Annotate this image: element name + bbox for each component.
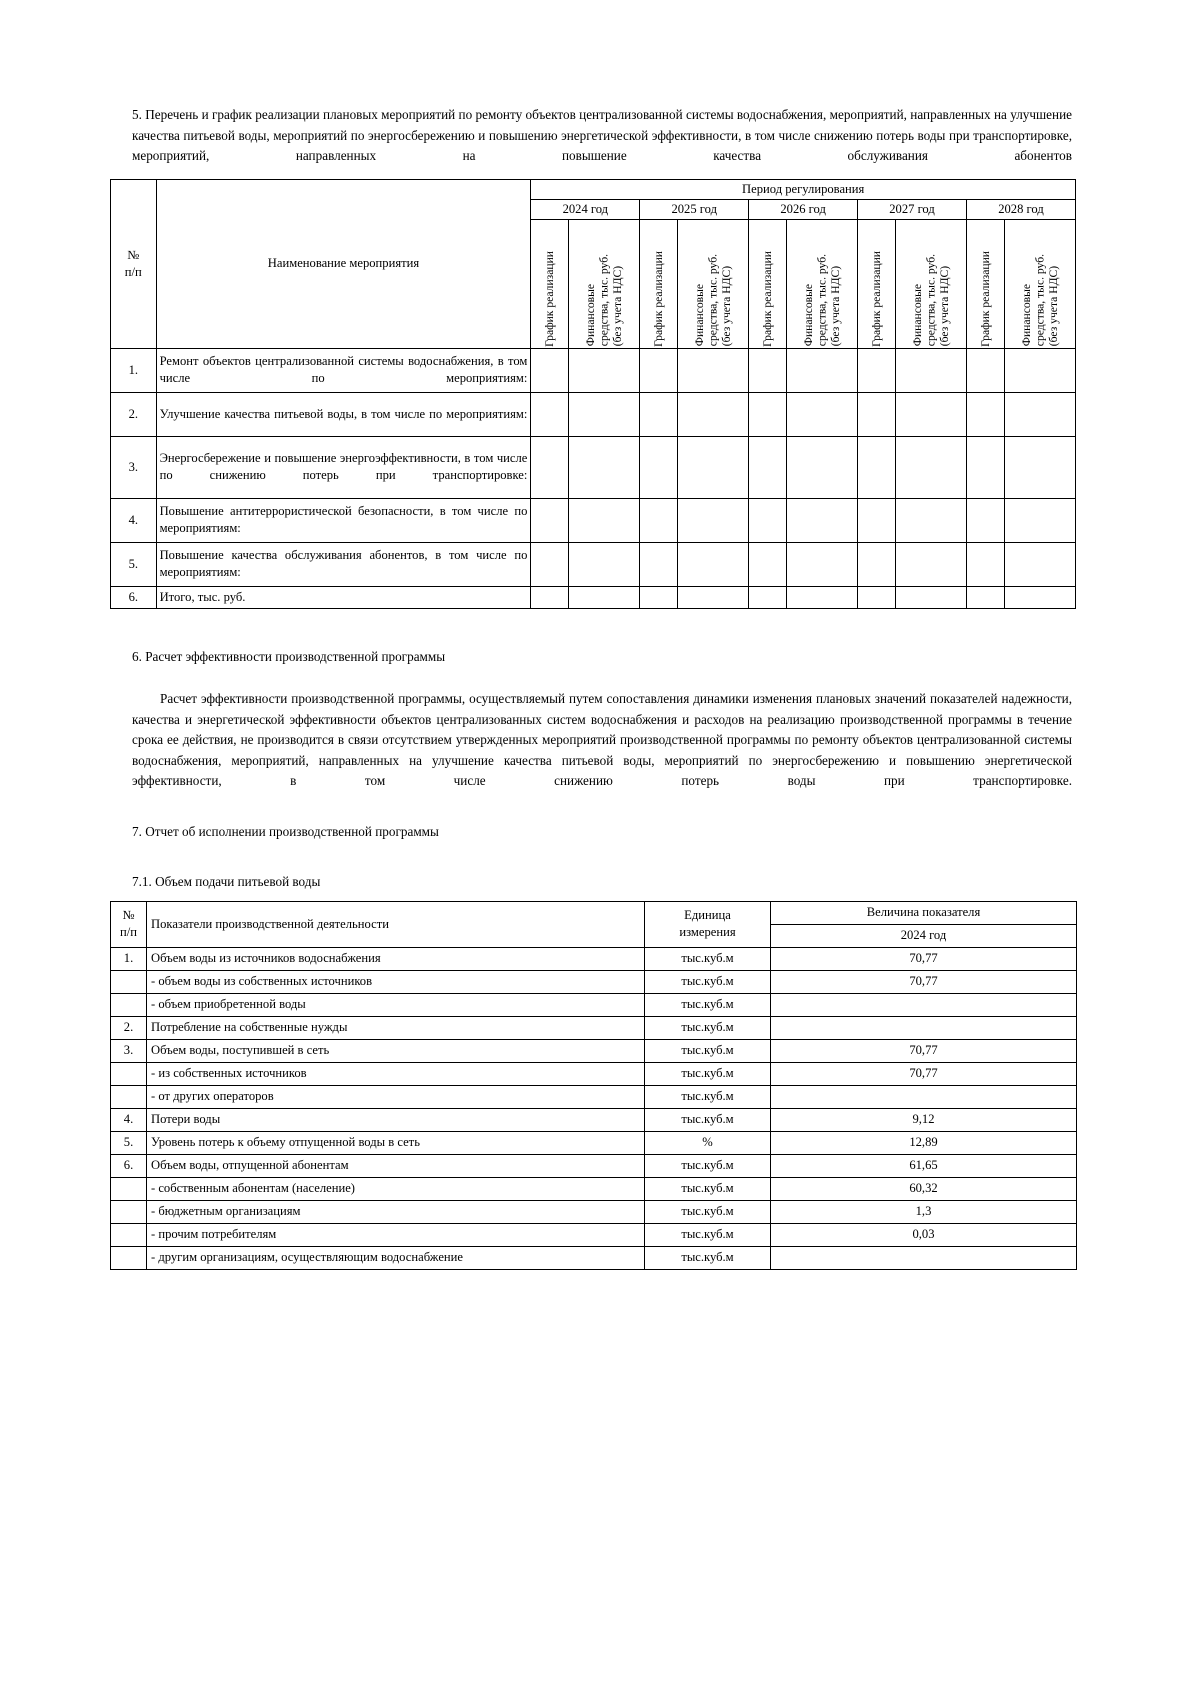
table-row (111, 498, 1076, 542)
header-year-2025: 2025 год (640, 199, 749, 219)
table-row (111, 1062, 1077, 1085)
section7-subheading: 7.1. Объем подачи питьевой воды (132, 874, 321, 889)
cell-schedule-2027[interactable] (858, 586, 896, 608)
table-row (111, 542, 1076, 586)
table-row (111, 1177, 1077, 1200)
cell-finance-2025[interactable] (678, 392, 749, 436)
header-unit-line2: измерения (679, 925, 736, 939)
row-number: 2. (111, 392, 157, 436)
row-number (111, 1085, 147, 1108)
cell-finance-2028[interactable] (1004, 392, 1075, 436)
row-value[interactable]: 9,12 (771, 1108, 1077, 1131)
cell-finance-2025[interactable] (678, 348, 749, 392)
row-number: 5. (111, 1131, 147, 1154)
table-row (111, 1039, 1077, 1062)
vert-label: График реализации (978, 250, 992, 347)
row-unit: тыс.куб.м (645, 1246, 771, 1269)
header-finance-2028 (1004, 219, 1075, 348)
vert-label-line2: средства, тыс. руб. (924, 254, 938, 347)
header-schedule-2024 (531, 219, 569, 348)
cell-schedule-2026[interactable] (749, 392, 787, 436)
cell-finance-2028[interactable] (1004, 498, 1075, 542)
header-year-2027: 2027 год (858, 199, 967, 219)
row-unit: тыс.куб.м (645, 1108, 771, 1131)
cell-finance-2025[interactable] (678, 498, 749, 542)
cell-schedule-2027[interactable] (858, 542, 896, 586)
row-value[interactable]: 60,32 (771, 1177, 1077, 1200)
row-indicator: - объем приобретенной воды (147, 993, 645, 1016)
row-indicator: - от других операторов (147, 1085, 645, 1108)
vert-label-line1: Финансовые (1019, 284, 1033, 347)
vert-label-line1: Финансовые (910, 284, 924, 347)
cell-schedule-2025[interactable] (640, 586, 678, 608)
table-row (111, 436, 1076, 498)
cell-schedule-2024[interactable] (531, 392, 569, 436)
cell-finance-2026[interactable] (787, 348, 858, 392)
section5-heading: 5. Перечень и график реализации плановых мероприятий по ремонту объектов централизованной системы водоснабжения, мероприятий, направленных на улучшение качества питьевой воды, мероприятий по энергосбережению и повышению энергетической эффективности, в том числе снижению потерь воды при транспортировке, мероприятий, направленных на повышение качества обслуживания абонентов (132, 107, 1072, 163)
vert-label-line1: Финансовые (584, 284, 598, 347)
row-number (111, 1200, 147, 1223)
cell-finance-2026[interactable] (787, 392, 858, 436)
row-value[interactable]: 70,77 (771, 970, 1077, 993)
row-value[interactable] (771, 1085, 1077, 1108)
row-measure-name: Итого, тыс. руб. (156, 586, 531, 608)
cell-schedule-2025[interactable] (640, 348, 678, 392)
row-indicator: - объем воды из собственных источников (147, 970, 645, 993)
table-row (111, 1154, 1077, 1177)
header-no-line2: п/п (124, 264, 142, 279)
cell-finance-2025[interactable] (678, 586, 749, 608)
cell-finance-2026[interactable] (787, 542, 858, 586)
header-no-line1: № (127, 247, 140, 262)
table-row (111, 1085, 1077, 1108)
cell-schedule-2026[interactable] (749, 586, 787, 608)
cell-schedule-2024[interactable] (531, 542, 569, 586)
row-indicator: Потери воды (147, 1108, 645, 1131)
row-unit: % (645, 1131, 771, 1154)
table-row (111, 1016, 1077, 1039)
cell-finance-2027[interactable] (896, 348, 967, 392)
row-value[interactable]: 70,77 (771, 1062, 1077, 1085)
row-number: 3. (111, 1039, 147, 1062)
cell-finance-2028[interactable] (1004, 348, 1075, 392)
row-indicator: - бюджетным организациям (147, 1200, 645, 1223)
cell-finance-2024[interactable] (569, 392, 640, 436)
table-row (111, 392, 1076, 436)
water-supply-volume-table (110, 901, 1077, 1270)
cell-schedule-2024[interactable] (531, 348, 569, 392)
row-unit: тыс.куб.м (645, 1200, 771, 1223)
row-value[interactable]: 0,03 (771, 1223, 1077, 1246)
header-schedule-2025 (640, 219, 678, 348)
row-unit: тыс.куб.м (645, 993, 771, 1016)
row-unit: тыс.куб.м (645, 947, 771, 970)
header-regulation-period: Период регулирования (531, 179, 1076, 199)
section6-heading: 6. Расчет эффективности производственной программы (132, 648, 446, 664)
table-header-row-1 (111, 179, 1076, 199)
row-measure-name: Ремонт объектов централизованной системы водоснабжения, в том числе по мероприятиям: (156, 348, 531, 392)
cell-schedule-2028[interactable] (966, 498, 1004, 542)
row-number (111, 1177, 147, 1200)
cell-schedule-2024[interactable] (531, 436, 569, 498)
header-measure-name: Наименование мероприятия (156, 179, 531, 348)
row-value[interactable] (771, 1016, 1077, 1039)
cell-schedule-2026[interactable] (749, 348, 787, 392)
cell-finance-2024[interactable] (569, 586, 640, 608)
row-unit: тыс.куб.м (645, 1177, 771, 1200)
vert-label: График реализации (543, 250, 557, 347)
header-schedule-2026 (749, 219, 787, 348)
cell-finance-2027[interactable] (896, 436, 967, 498)
row-number: 6. (111, 586, 157, 608)
cell-schedule-2026[interactable] (749, 542, 787, 586)
cell-finance-2028[interactable] (1004, 436, 1075, 498)
row-number: 5. (111, 542, 157, 586)
table-row-total (111, 586, 1076, 608)
header-finance-2027 (896, 219, 967, 348)
cell-schedule-2024[interactable] (531, 498, 569, 542)
row-indicator: Объем воды, поступившей в сеть (147, 1039, 645, 1062)
row-number: 4. (111, 1108, 147, 1131)
cell-finance-2024[interactable] (569, 542, 640, 586)
cell-finance-2027[interactable] (896, 392, 967, 436)
cell-schedule-2028[interactable] (966, 392, 1004, 436)
row-indicator: - прочим потребителям (147, 1223, 645, 1246)
vert-label: График реализации (869, 250, 883, 347)
row-measure-name: Повышение антитеррористической безопасности, в том числе по мероприятиям: (156, 498, 531, 542)
row-value[interactable]: 70,77 (771, 1039, 1077, 1062)
row-number: 6. (111, 1154, 147, 1177)
row-number (111, 970, 147, 993)
vert-label-line3: (без учета НДС) (1046, 266, 1060, 347)
header-finance-2025 (678, 219, 749, 348)
row-value[interactable] (771, 993, 1077, 1016)
header-indicator: Показатели производственной деятельности (147, 901, 645, 947)
section7-heading: 7. Отчет об исполнении производственной программы (132, 823, 439, 839)
row-unit: тыс.куб.м (645, 1062, 771, 1085)
row-indicator: Объем воды из источников водоснабжения (147, 947, 645, 970)
cell-schedule-2027[interactable] (858, 436, 896, 498)
header-row-number (111, 179, 157, 348)
header-unit (645, 901, 771, 947)
header-schedule-2027 (858, 219, 896, 348)
row-unit: тыс.куб.м (645, 1039, 771, 1062)
row-indicator: Потребление на собственные нужды (147, 1016, 645, 1039)
cell-finance-2026[interactable] (787, 498, 858, 542)
cell-finance-2025[interactable] (678, 436, 749, 498)
row-number (111, 1062, 147, 1085)
table-row (111, 1246, 1077, 1269)
header-no-line1: № (122, 908, 135, 922)
row-measure-name: Повышение качества обслуживания абонентов, в том числе по мероприятиям: (156, 542, 531, 586)
cell-schedule-2025[interactable] (640, 392, 678, 436)
cell-schedule-2027[interactable] (858, 392, 896, 436)
row-indicator: - из собственных источников (147, 1062, 645, 1085)
cell-schedule-2028[interactable] (966, 586, 1004, 608)
table-row (111, 1108, 1077, 1131)
vert-label-line1: Финансовые (692, 284, 706, 347)
cell-finance-2028[interactable] (1004, 586, 1075, 608)
row-unit: тыс.куб.м (645, 1223, 771, 1246)
cell-finance-2024[interactable] (569, 498, 640, 542)
vert-label-line2: средства, тыс. руб. (597, 254, 611, 347)
table-header-row-1 (111, 901, 1077, 924)
row-value[interactable]: 61,65 (771, 1154, 1077, 1177)
cell-finance-2027[interactable] (896, 498, 967, 542)
table-row (111, 947, 1077, 970)
row-number: 1. (111, 348, 157, 392)
row-indicator: Объем воды, отпущенной абонентам (147, 1154, 645, 1177)
header-value: Величина показателя (771, 901, 1077, 924)
header-no-line2: п/п (120, 925, 137, 939)
document-content (110, 105, 1090, 1270)
row-number: 3. (111, 436, 157, 498)
vert-label-line2: средства, тыс. руб. (1033, 254, 1047, 347)
row-number (111, 1246, 147, 1269)
vert-label-line1: Финансовые (801, 284, 815, 347)
header-unit-line1: Единица (684, 908, 731, 922)
cell-finance-2028[interactable] (1004, 542, 1075, 586)
table-row (111, 970, 1077, 993)
row-unit: тыс.куб.м (645, 1016, 771, 1039)
header-schedule-2028 (966, 219, 1004, 348)
header-year-2026: 2026 год (749, 199, 858, 219)
row-indicator: Уровень потерь к объему отпущенной воды в сеть (147, 1131, 645, 1154)
planned-measures-table (110, 179, 1076, 609)
row-indicator: - другим организациям, осуществляющим водоснабжение (147, 1246, 645, 1269)
cell-schedule-2026[interactable] (749, 436, 787, 498)
cell-schedule-2026[interactable] (749, 498, 787, 542)
cell-finance-2024[interactable] (569, 348, 640, 392)
cell-schedule-2027[interactable] (858, 498, 896, 542)
vert-label: График реализации (760, 250, 774, 347)
row-unit: тыс.куб.м (645, 970, 771, 993)
header-value-year: 2024 год (771, 924, 1077, 947)
header-row-number (111, 901, 147, 947)
vert-label-line3: (без учета НДС) (828, 266, 842, 347)
row-number (111, 1223, 147, 1246)
cell-finance-2027[interactable] (896, 542, 967, 586)
cell-schedule-2025[interactable] (640, 436, 678, 498)
table-row (111, 348, 1076, 392)
row-unit: тыс.куб.м (645, 1154, 771, 1177)
table-row (111, 1131, 1077, 1154)
row-indicator: - собственным абонентам (население) (147, 1177, 645, 1200)
vert-label-line3: (без учета НДС) (719, 266, 733, 347)
cell-schedule-2028[interactable] (966, 542, 1004, 586)
table-row (111, 1223, 1077, 1246)
vert-label-line3: (без учета НДС) (937, 266, 951, 347)
row-value[interactable] (771, 1246, 1077, 1269)
row-value[interactable]: 12,89 (771, 1131, 1077, 1154)
row-number: 1. (111, 947, 147, 970)
header-year-2024: 2024 год (531, 199, 640, 219)
cell-schedule-2028[interactable] (966, 348, 1004, 392)
row-measure-name: Энергосбережение и повышение энергоэффективности, в том числе по снижению потерь при транспортировке: (156, 436, 531, 498)
row-measure-name: Улучшение качества питьевой воды, в том числе по мероприятиям: (156, 392, 531, 436)
row-unit: тыс.куб.м (645, 1085, 771, 1108)
row-value[interactable]: 70,77 (771, 947, 1077, 970)
cell-finance-2025[interactable] (678, 542, 749, 586)
cell-schedule-2028[interactable] (966, 436, 1004, 498)
cell-schedule-2024[interactable] (531, 586, 569, 608)
table-row (111, 993, 1077, 1016)
cell-finance-2026[interactable] (787, 436, 858, 498)
section6-body: Расчет эффективности производственной программы, осуществляемый путем сопоставления динамики изменения плановых значений показателей надежности, качества и энергетической эффективности объектов централизованных систем водоснабжения и расходов на реализацию производственной программы в течение срока ее действия, не производится в связи отсутствием утвержденных мероприятий производственной программы по ремонту объектов централизованной системы водоснабжения, мероприятий, направленных на улучшение качества питьевой воды, мероприятий по энергосбережению и повышению энергетической эффективности, в том числе снижению потерь воды при транспортировке. (132, 691, 1072, 788)
cell-finance-2027[interactable] (896, 586, 967, 608)
cell-finance-2024[interactable] (569, 436, 640, 498)
row-number: 2. (111, 1016, 147, 1039)
table-row (111, 1200, 1077, 1223)
vert-label-line2: средства, тыс. руб. (815, 254, 829, 347)
header-finance-2024 (569, 219, 640, 348)
cell-finance-2026[interactable] (787, 586, 858, 608)
cell-schedule-2025[interactable] (640, 498, 678, 542)
header-year-2028: 2028 год (966, 199, 1075, 219)
row-value[interactable]: 1,3 (771, 1200, 1077, 1223)
vert-label-line2: средства, тыс. руб. (706, 254, 720, 347)
row-number: 4. (111, 498, 157, 542)
cell-schedule-2027[interactable] (858, 348, 896, 392)
cell-schedule-2025[interactable] (640, 542, 678, 586)
row-number (111, 993, 147, 1016)
header-finance-2026 (787, 219, 858, 348)
vert-label-line3: (без учета НДС) (611, 266, 625, 347)
vert-label: График реализации (652, 250, 666, 347)
